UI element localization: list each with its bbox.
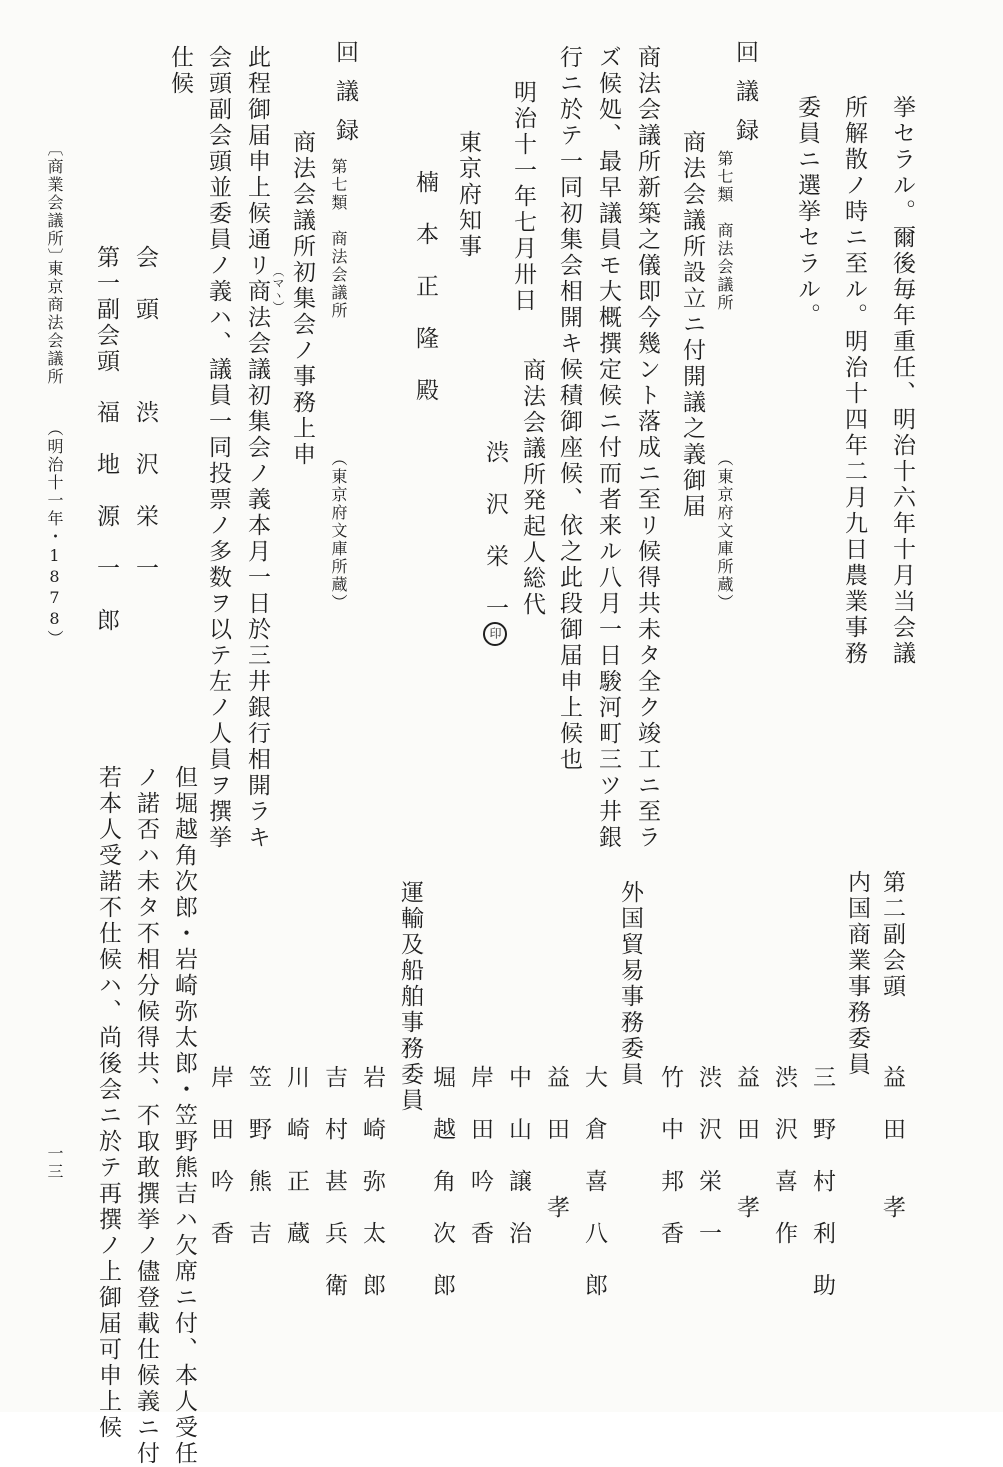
running-header-series: 〔商業会議所〕 [45, 140, 64, 266]
doc1-sender-line [483, 440, 507, 646]
domestic-member-3: 益 田 孝 [733, 1065, 759, 1221]
page-number: 一三 [45, 1145, 64, 1181]
intro-line-1: 挙セラル。爾後毎年重任、明治十六年十月当会議 [889, 95, 915, 667]
transport-committee-title: 運輸及船舶事務委員 [397, 880, 423, 1114]
note-line-3: 若本人受諾不仕候ハ、尚後会ニ於テ再撰ノ上御届可申上候 [95, 765, 121, 1441]
doc2-subject: 商法会議所初集会ノ事務上申 [289, 130, 315, 468]
transport-member-4: 笠 野 熊 吉 [245, 1065, 271, 1247]
note-line-1: 但堀越角次郎・岩崎弥太郎・笠野熊吉ハ欠席ニ付、本人受任 [171, 765, 197, 1467]
transport-member-5: 岸 田 吟 香 [207, 1065, 233, 1247]
doc1-body-line-1: 商法会議所新築之儀即今幾ント落成ニ至リ候得共未タ全ク竣工ニ至ラ [634, 45, 660, 851]
doc1-date: 明治十一年七月卅日 [510, 80, 536, 314]
foreign-member-4: 岸 田 吟 香 [467, 1065, 493, 1247]
domestic-member-5: 竹 中 邦 香 [657, 1065, 683, 1247]
foreign-member-5: 堀 越 角 次 郎 [429, 1065, 455, 1299]
running-header-org: 東京商法会議所 [45, 260, 64, 386]
doc1-category: 第七類 商法会議所 [715, 150, 734, 312]
transport-member-2: 吉 村 甚 兵 衛 [321, 1065, 347, 1299]
doc1-sender-org: 商法会議所発起人総代 [519, 358, 545, 618]
running-header-year: （明治十一年・1878） [45, 420, 64, 648]
transport-member-3: 川 崎 正 蔵 [283, 1065, 309, 1247]
doc2-vp1-name: 福 地 源 一 郎 [93, 400, 119, 634]
doc2-vp1-title: 第一副会頭 [93, 245, 119, 375]
intro-line-3: 委員ニ選挙セラル。 [794, 95, 820, 329]
doc2-annotation: （マヽ） [271, 265, 285, 313]
vp2-name: 益 田 孝 [879, 1065, 905, 1221]
doc2-heading: 回議録 [332, 40, 358, 157]
doc1-subject: 商法会議所設立ニ付開議之義御届 [679, 130, 705, 520]
foreign-member-1: 大 倉 喜 八 郎 [581, 1065, 607, 1299]
doc2-body-line-1: 此程御届申上候通リ商法会議初集会ノ義本月一日於三井銀行相開ラキ [244, 45, 270, 851]
domestic-member-2: 渋 沢 喜 作 [771, 1065, 797, 1247]
intro-line-2: 所解散ノ時ニ至ル。明治十四年二月九日農業事務 [841, 95, 867, 667]
doc2-president-name: 渋 沢 栄 一 [132, 400, 158, 582]
foreign-member-2: 益 田 孝 [543, 1065, 569, 1221]
doc1-sender-name: 渋 沢 栄 一 [482, 440, 508, 622]
foreign-committee-title: 外国貿易事務委員 [617, 880, 643, 1088]
doc1-heading: 回議録 [732, 40, 758, 157]
seal-stamp-icon: 印 [483, 622, 507, 646]
doc2-body-line-3: 仕候 [167, 45, 193, 97]
domestic-member-1: 三 野 村 利 助 [809, 1065, 835, 1299]
domestic-committee-title: 内国商業事務委員 [844, 870, 870, 1078]
doc1-body-line-2: ズ候処、最早議員モ大概撰定候ニ付而者来ル八月一日駿河町三ツ井銀 [595, 45, 621, 851]
doc2-president-title: 会 頭 [132, 245, 158, 323]
doc2-category: 第七類 商法会議所 [329, 158, 348, 320]
transport-member-1: 岩 崎 弥 太 郎 [359, 1065, 385, 1299]
foreign-member-3: 中 山 譲 治 [505, 1065, 531, 1247]
doc1-recipient-name: 楠 本 正 隆 殿 [412, 170, 438, 404]
doc1-recipient-title: 東京府知事 [455, 130, 481, 260]
doc1-body-line-3: 行ニ於テ一同初集会相開キ候積御座候、依之此段御届申上候也 [556, 45, 582, 773]
vp2-title: 第二副会頭 [879, 870, 905, 1000]
note-line-2: ノ諾否ハ未タ不相分候得共、不取敢撰挙ノ儘登載仕候義ニ付 [133, 765, 159, 1467]
domestic-member-4: 渋 沢 栄 一 [695, 1065, 721, 1247]
doc2-source: （東京府文庫所蔵） [329, 450, 348, 612]
doc1-source: （東京府文庫所蔵） [715, 450, 734, 612]
doc2-body-line-2: 会頭副会頭並委員ノ義ハ、議員一同投票ノ多数ヲ以テ左ノ人員ヲ撰挙 [205, 45, 231, 851]
